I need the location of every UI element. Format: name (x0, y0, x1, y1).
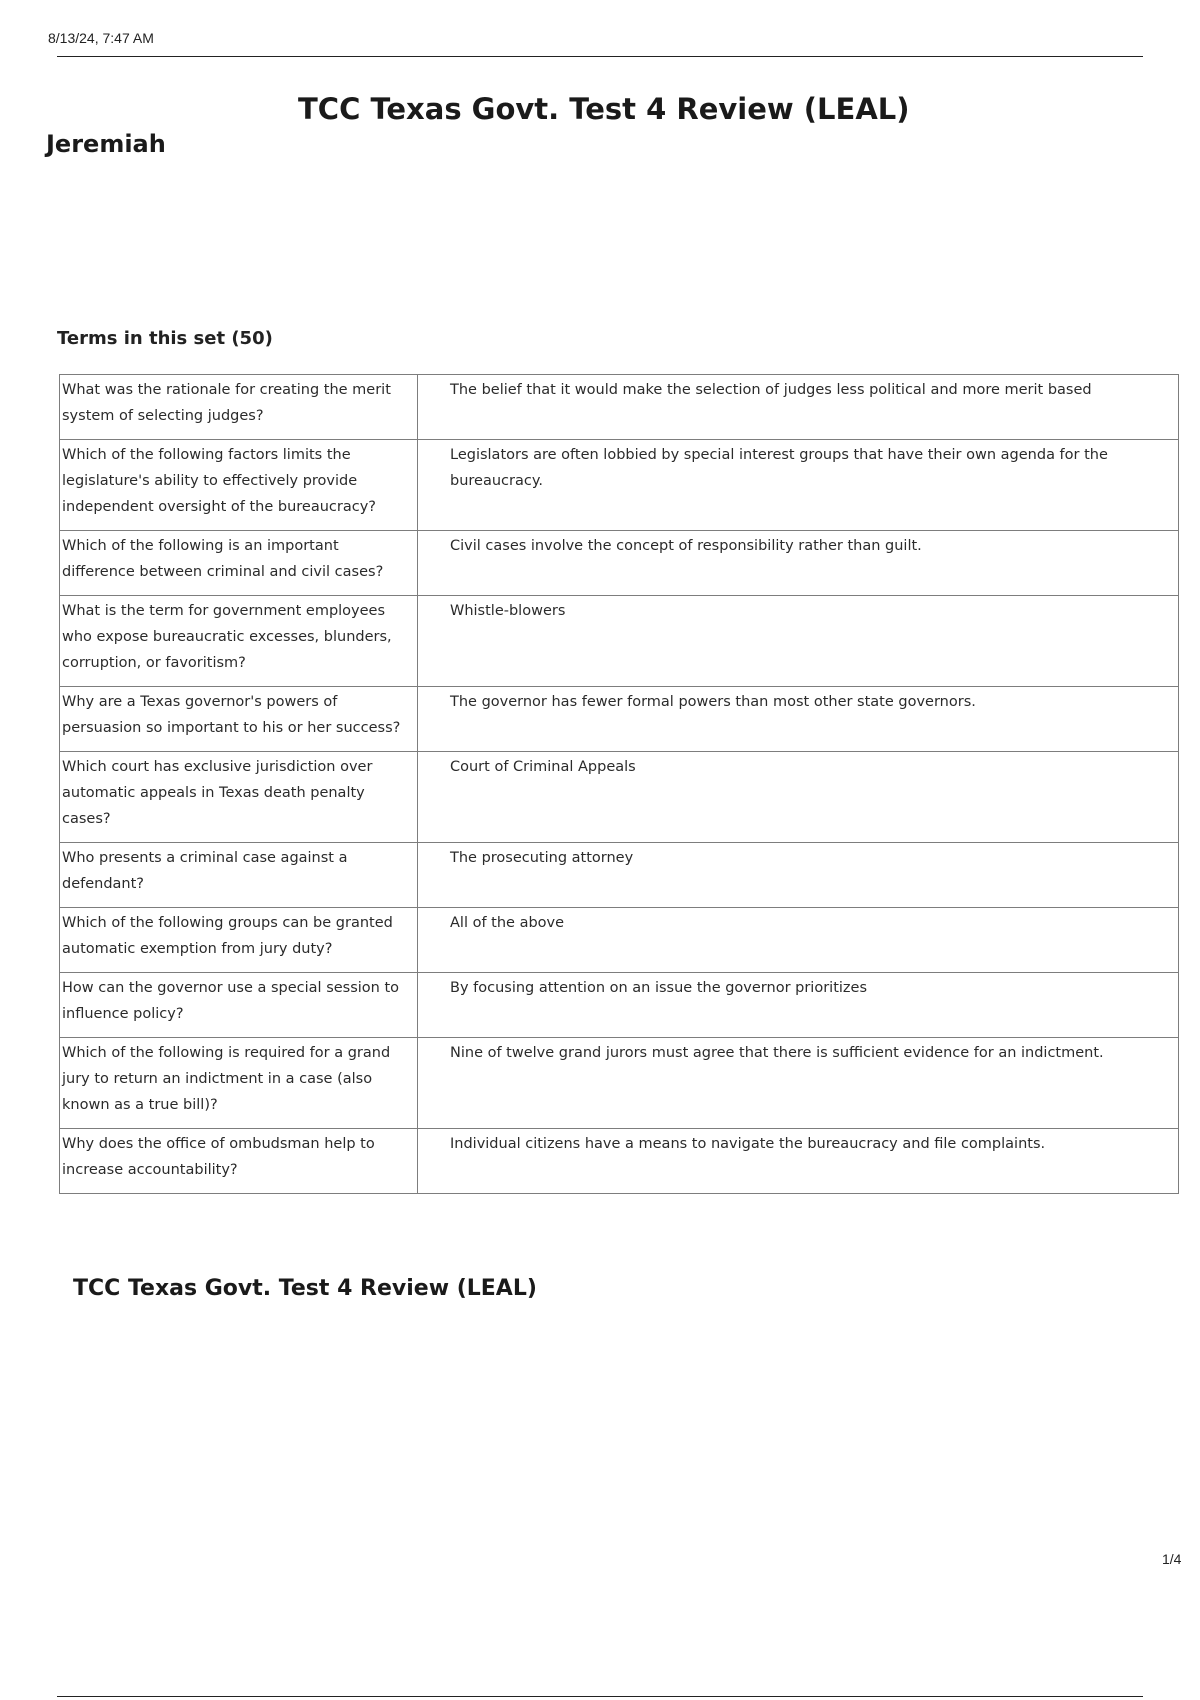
term-answer: All of the above (418, 908, 1179, 973)
term-answer: Individual citizens have a means to navigate the bureaucracy and file complaints. (418, 1129, 1179, 1194)
term-answer: By focusing attention on an issue the governor prioritizes (418, 973, 1179, 1038)
footer-title: TCC Texas Govt. Test 4 Review (LEAL) (73, 1276, 537, 1301)
terms-table (59, 374, 1179, 1194)
terms-count-heading: Terms in this set (50) (57, 328, 273, 349)
term-answer: The governor has fewer formal powers than most other state governors. (418, 687, 1179, 752)
term-row (60, 375, 1179, 440)
term-row (60, 908, 1179, 973)
print-timestamp: 8/13/24, 7:47 AM (48, 30, 154, 46)
term-question: Why are a Texas governor's powers of persuasion so important to his or her success? (60, 687, 418, 752)
page-title: TCC Texas Govt. Test 4 Review (LEAL) (298, 92, 910, 126)
term-answer: Civil cases involve the concept of responsibility rather than guilt. (418, 531, 1179, 596)
term-row (60, 973, 1179, 1038)
term-answer: The belief that it would make the selection of judges less political and more merit based (418, 375, 1179, 440)
term-question: Which of the following factors limits the legislature's ability to effectively provide independent oversight of the bureaucracy? (60, 440, 418, 531)
term-question: What was the rationale for creating the merit system of selecting judges? (60, 375, 418, 440)
author-name: Jeremiah (46, 130, 166, 158)
term-row (60, 531, 1179, 596)
term-answer: The prosecuting attorney (418, 843, 1179, 908)
term-question: What is the term for government employees who expose bureaucratic excesses, blunders, corruption, or favoritism? (60, 596, 418, 687)
term-answer: Court of Criminal Appeals (418, 752, 1179, 843)
term-row (60, 1129, 1179, 1194)
term-row (60, 752, 1179, 843)
term-answer: Legislators are often lobbied by special interest groups that have their own agenda for the bureaucracy. (418, 440, 1179, 531)
term-row (60, 1038, 1179, 1129)
term-answer: Nine of twelve grand jurors must agree that there is sufficient evidence for an indictment. (418, 1038, 1179, 1129)
term-question: How can the governor use a special session to influence policy? (60, 973, 418, 1038)
term-row (60, 596, 1179, 687)
term-question: Which court has exclusive jurisdiction over automatic appeals in Texas death penalty cases? (60, 752, 418, 843)
term-question: Which of the following groups can be granted automatic exemption from jury duty? (60, 908, 418, 973)
term-question: Who presents a criminal case against a defendant? (60, 843, 418, 908)
header-divider (57, 56, 1143, 57)
page-number: 1/4 (1162, 1551, 1182, 1567)
term-row (60, 440, 1179, 531)
footer-divider (57, 1696, 1143, 1697)
term-row (60, 843, 1179, 908)
term-question: Which of the following is required for a grand jury to return an indictment in a case (also known as a true bill)? (60, 1038, 418, 1129)
terms-table-body (60, 375, 1179, 1194)
term-row (60, 687, 1179, 752)
term-question: Why does the office of ombudsman help to increase accountability? (60, 1129, 418, 1194)
term-question: Which of the following is an important difference between criminal and civil cases? (60, 531, 418, 596)
term-answer: Whistle-blowers (418, 596, 1179, 687)
